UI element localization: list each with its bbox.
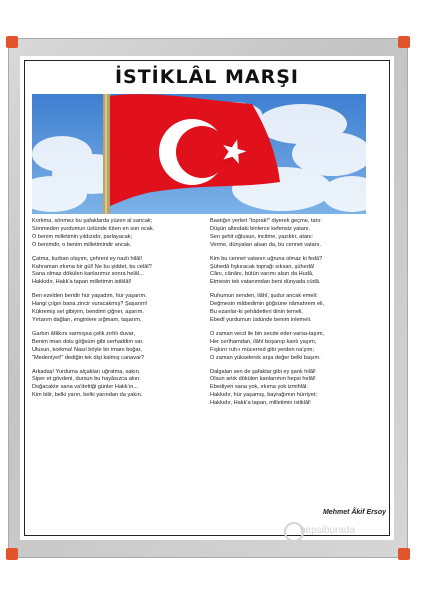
- poem-line: Değmesin mâbedimin göğsüne nâmahrem eli,: [210, 301, 325, 308]
- poster-frame: [8, 38, 408, 558]
- poster-title: İSTİKLÂL MARŞI: [114, 66, 300, 88]
- poem-stanza: [32, 256, 194, 288]
- poem-line: Sen şehit oğlusun, incitme, yazıktır, atanı:: [210, 233, 314, 240]
- poem-stanza: [32, 218, 194, 250]
- poem-line: Ruhumun senden, ilâhî, şudur ancak emeli:: [210, 293, 318, 300]
- poem-stanza: [210, 218, 372, 250]
- poem-line: Kahraman ırkıma bir gül! Ne bu şiddet, bu celâl?: [32, 263, 152, 270]
- poem-line: O benim milletimin yıldızıdır, parlayacak;: [32, 233, 133, 240]
- poem-stanza: [210, 331, 372, 363]
- poem-stanza: [32, 293, 194, 325]
- frame-corner-cap: [398, 548, 410, 560]
- poem-line: O benimdir, o benim milletimindir ancak.: [32, 241, 132, 248]
- poster-paper: [20, 56, 394, 540]
- poem-line: Kim bu cennet vatanın uğruna olmaz ki fedâ?: [210, 255, 323, 262]
- poem-line: Hakkıdır, hür yaşamış, bayrağımın hürriyet;: [210, 392, 317, 399]
- poem-line: Fışkırır ruh-ı mücerred gibi yerden na'şım;: [210, 346, 314, 353]
- poem-line: Ebedî yurdumun üstünde benim inlemeli.: [210, 316, 312, 323]
- crescent-inner: [176, 126, 228, 178]
- poem-line: Bastığın yerleri "toprak!" diyerek geçme, tanı:: [210, 218, 322, 224]
- poem-line: Şühedâ fışkıracak toprağı sıksan, şühedâ!: [210, 263, 315, 270]
- poem-line: Yırtarım dağları, enginlere sığmam, taşarım.: [32, 316, 142, 323]
- poem-line: Kükremiş sel gibiyim, bendimi çiğner, aşarım.: [32, 309, 144, 316]
- flag-photo-svg: [32, 94, 366, 214]
- poem-stanza: [32, 331, 194, 363]
- poem-line: Benim iman dolu göğsüm gibi serhaddim var.: [32, 338, 144, 345]
- poem-stanza: [32, 369, 194, 401]
- poem-line: Hakkıdır, Hakk'a tapan, milletimin istiklâl!: [210, 400, 311, 407]
- poem-stanza: [210, 256, 372, 288]
- frame-corner-cap: [398, 36, 410, 48]
- poem-stanza: [210, 293, 372, 325]
- poem-line: Sana olmaz dökülen kanlarımız sonra helâl...: [32, 271, 144, 278]
- poem-line: Verme, dünyaları alsan da, bu cennet vatanı.: [210, 241, 322, 248]
- poem-line: Hangi çılgın bana zincir vuracakmış? Şaşarım!: [32, 301, 148, 308]
- poem-line: Düşün altındaki binlerce kefensiz yatanı.: [210, 225, 311, 232]
- poem-line: Doğacaktır sana va'dettiği günler Hakk'ın...: [32, 384, 138, 391]
- poem-line: Ben ezelden beridir hür yaşadım, hür yaşarım.: [32, 293, 147, 300]
- poem-line: Bu ezanlar-ki şehâdetleri dinin temeli,: [210, 309, 303, 316]
- poem-line: Çatma, kurban olayım, çehreni ey nazlı hilâl!: [32, 255, 143, 262]
- poem-line: Ebediyen sana yok, ırkıma yok izmihlâl:: [210, 384, 308, 391]
- poem-line: Siper et gövdeni, dursun bu hayâsızca akın.: [32, 376, 141, 383]
- author-signature: Mehmet Âkif Ersoy: [322, 509, 386, 516]
- poem-line: Hakkıdır, Hakk'a tapan milletimin istiklâl!: [32, 279, 132, 286]
- poem-line: Garbın âfâkını sarmışsa çelik zırhlı duvar,: [32, 330, 135, 337]
- poem-right-column: [210, 218, 372, 414]
- poem-line: Cânı, cânânı, bütün varımı alsın da Hudâ,: [210, 271, 314, 278]
- poem-line: Korkma, sönmez bu şafaklarda yüzen al sancak;: [32, 218, 153, 224]
- poem-stanza: [210, 369, 372, 409]
- poem-line: Etmesin tek vatanımdan beni dünyada cüdâ.: [210, 279, 321, 286]
- poem-left-column: [32, 218, 194, 406]
- poem-line: Her cerîhamdan, ilâhî boşanıp kanlı yaşım,: [210, 338, 317, 345]
- poem-line: Olsun artık dökülen kanlarımın hepsi helâl!: [210, 376, 316, 383]
- frame-corner-cap: [6, 36, 18, 48]
- frame-corner-cap: [6, 548, 18, 560]
- poem-line: Kim bilir, belki yarın, belki yarından da yakın.: [32, 392, 143, 399]
- poem-line: Sönmeden yurdumun üstünde tüten en son ocak.: [32, 225, 155, 232]
- turkish-flag-image: [32, 94, 366, 214]
- poem-line: O zaman vecd ile bin secde eder-varsa-taşım,: [210, 330, 325, 337]
- poem-line: Ulusun, korkma! Nasıl böyle bir imanı boğar,: [32, 346, 142, 353]
- watermark-text: hepsiburada: [300, 525, 356, 536]
- poem-line: O zaman yükselerek arşa değer belki başım.: [210, 354, 321, 361]
- anthem-text: [32, 218, 366, 518]
- poem-line: Arkadaş! Yurduma alçakları uğratma, sakın.: [32, 368, 141, 375]
- poem-line: "Medeniyet!" dediğin tek dişi kalmış canavar?: [32, 354, 145, 361]
- poem-line: Dalgalan sen de şafaklar gibi ey şanlı hilâl!: [210, 368, 316, 375]
